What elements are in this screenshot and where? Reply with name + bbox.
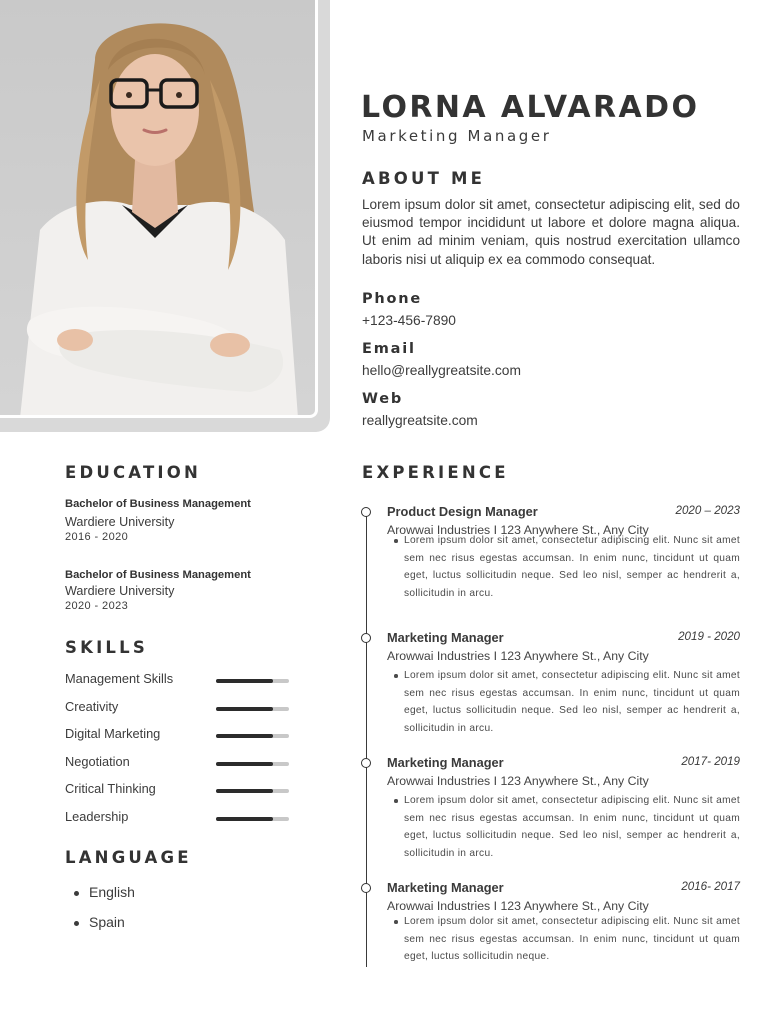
language-list — [74, 884, 135, 943]
education-degree: Bachelor of Business Management — [65, 569, 251, 581]
candidate-title: Marketing Manager — [362, 127, 552, 145]
skill-bar-fill — [216, 734, 273, 738]
skill-row — [65, 671, 295, 699]
language-item: Spain — [74, 914, 135, 944]
skill-bar-fill — [216, 762, 273, 766]
experience-role: Product Design Manager — [387, 504, 538, 519]
profile-photo-illustration — [0, 0, 318, 418]
skill-row — [65, 754, 295, 782]
profile-photo — [0, 0, 318, 418]
experience-date: 2020 – 2023 — [675, 504, 740, 517]
experience-description: Lorem ipsum dolor sit amet, consectetur adipiscing elit. Nunc sit amet sem nec risus egestas accumsan. In enim nunc, tincidunt ut quam eget, luctus sollicitudin neque. Sed leo nisl, semper ac hendrerit a, sollicitudin in arcu. — [404, 792, 740, 862]
skill-bar-fill — [216, 789, 273, 793]
about-text: Lorem ipsum dolor sit amet, consectetur adipiscing elit, sed do eiusmod tempor incididunt ut labore et dolore magna aliqua. Ut enim ad minim veniam, quis nostrud exercitation ullamco laboris nisi ut aliquip ex ea commodo consequat. — [362, 197, 740, 267]
education-school: Wardiere University — [65, 584, 175, 598]
education-item — [65, 498, 325, 543]
timeline-dot-icon — [361, 883, 371, 893]
experience-date: 2019 - 2020 — [678, 630, 740, 643]
experience-role: Marketing Manager — [387, 755, 504, 770]
candidate-name: LORNA ALVARADO — [361, 90, 700, 125]
skill-row — [65, 781, 295, 809]
web-value: reallygreatsite.com — [362, 413, 478, 428]
skill-name: Leadership — [65, 808, 129, 824]
timeline-dot-icon — [361, 507, 371, 517]
web-label: Web — [362, 391, 404, 407]
education-item — [65, 569, 325, 612]
education-degree: Bachelor of Business Management — [65, 498, 251, 510]
education-heading: EDUCATION — [65, 463, 201, 482]
email-label: Email — [362, 341, 416, 357]
timeline-line — [366, 512, 367, 967]
experience-date: 2016- 2017 — [681, 880, 740, 893]
experience-role: Marketing Manager — [387, 880, 504, 895]
language-heading: LANGUAGE — [65, 848, 192, 867]
education-school: Wardiere University — [65, 515, 175, 529]
experience-role: Marketing Manager — [387, 630, 504, 645]
skill-name: Management Skills — [65, 671, 174, 686]
skill-row — [65, 699, 295, 727]
email-value: hello@reallygreatsite.com — [362, 363, 521, 378]
experience-description: Lorem ipsum dolor sit amet, consectetur adipiscing elit. Nunc sit amet sem nec risus egestas accumsan. In enim nunc, tincidunt ut quam eget, luctus sollicitudin neque. Sed leo nisl, semper ac hendrerit a, sollicitudin in arcu. — [404, 667, 740, 737]
skill-bar-track — [216, 789, 289, 793]
phone-label: Phone — [362, 291, 423, 307]
skill-name: Digital Marketing — [65, 726, 161, 742]
experience-company: Arowwai Industries I 123 Anywhere St., Any City — [387, 649, 649, 663]
education-years: 2016 - 2020 — [65, 531, 129, 543]
experience-company: Arowwai Industries I 123 Anywhere St., Any City — [387, 899, 649, 913]
skill-name: Creativity — [65, 698, 119, 714]
skill-bar-track — [216, 762, 289, 766]
experience-description: Lorem ipsum dolor sit amet, consectetur adipiscing elit. Nunc sit amet sem nec risus egestas accumsan. In enim nunc, tincidunt ut quam eget, luctus sollicitudin neque. — [404, 913, 740, 966]
skill-bar-fill — [216, 817, 273, 821]
skill-bar-track — [216, 734, 289, 738]
skill-bar-track — [216, 817, 289, 821]
experience-company: Arowwai Industries I 123 Anywhere St., Any City — [387, 774, 649, 788]
language-item: English — [74, 884, 135, 914]
skill-bar-fill — [216, 707, 273, 711]
experience-date: 2017- 2019 — [681, 755, 740, 768]
experience-heading: EXPERIENCE — [362, 463, 509, 482]
skills-heading: SKILLS — [65, 638, 148, 657]
timeline-dot-icon — [361, 758, 371, 768]
photo-panel — [0, 0, 330, 432]
about-heading: ABOUT ME — [362, 169, 486, 188]
skill-bar-track — [216, 679, 289, 683]
skills-list — [65, 671, 295, 837]
experience-description: Lorem ipsum dolor sit amet, consectetur adipiscing elit. Nunc sit amet sem nec risus egestas accumsan. In enim nunc, tincidunt ut quam eget, luctus sollicitudin neque. Sed leo nisl, semper ac hendrerit a, sollicitudin in arcu. — [404, 532, 740, 602]
skill-name: Critical Thinking — [65, 781, 156, 797]
skill-row — [65, 809, 295, 837]
skill-name: Negotiation — [65, 753, 130, 769]
skill-row — [65, 726, 295, 754]
education-years: 2020 - 2023 — [65, 600, 129, 612]
skill-bar-track — [216, 707, 289, 711]
timeline-dot-icon — [361, 633, 371, 643]
skill-bar-fill — [216, 679, 273, 683]
phone-value: +123-456-7890 — [362, 313, 456, 328]
experience-company: Arowwai Industries I 123 Anywhere St., Any City — [387, 523, 649, 537]
